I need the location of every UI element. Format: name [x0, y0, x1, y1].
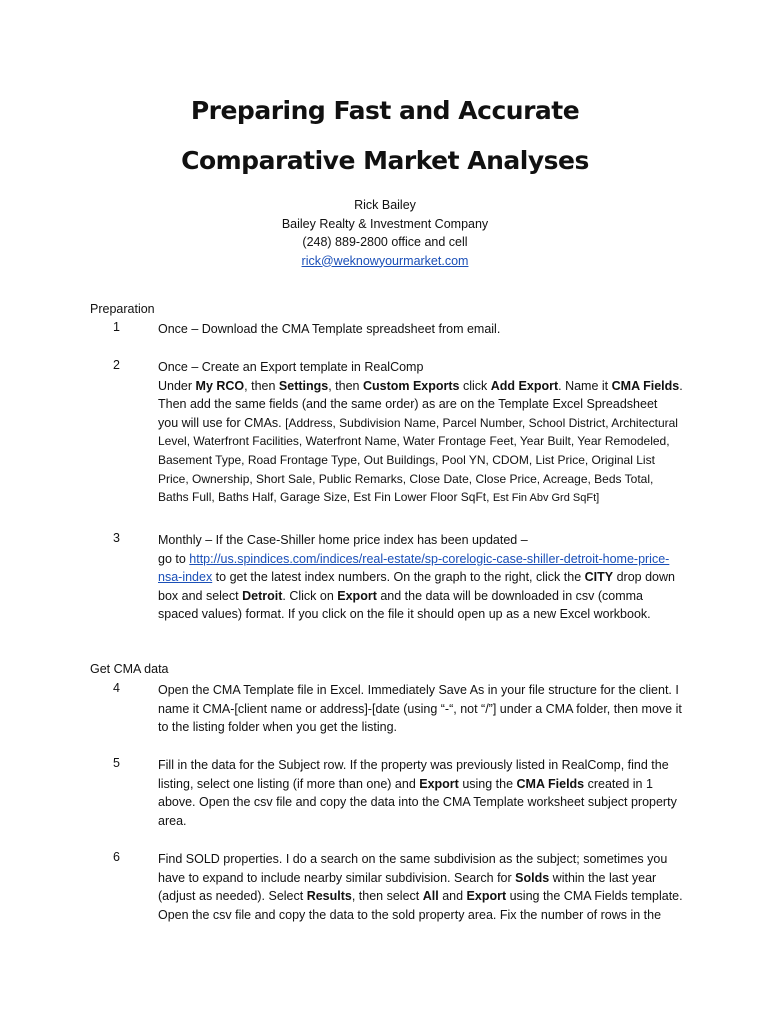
step-text-1: Once – Download the CMA Template spreadsheet from email. [158, 322, 501, 336]
title-line-1: Preparing Fast and Accurate [190, 96, 580, 125]
step-2-fields: you will use for CMAs. [Address, Subdivision Name, Parcel Number, School District, Architectural Level, Waterfront Facilities, Waterfront Name, Water Frontage Feet, Year Built, Year Remodeled, Basement Type, Road Frontage Type, Out Buildings, Pool YN, CDOM, List Price, Original List Price, Ownership, Short Sale, Public Remarks, Close Date, Close Price, Acreage, Beds Total, Baths Full, Baths Half, Garage Size, Est Fin Lower Floor SqFt, Est Fin Abv Grd SqFt] [158, 415, 678, 505]
author-name: Rick Bailey [354, 198, 416, 212]
step-text-6: Find SOLD properties. I do a search on the same subdivision as the subject; sometimes you have to expand to include nearby similar subdivision. Search for Solds within the last year (adjust as needed). Select Results, then select All and Export using the CMA Fields template. Open the csv file and copy the data to the sold property area. Fix the number of rows in the [158, 852, 683, 922]
step-number-1: 1 [113, 320, 120, 334]
step-2-line-3: Then add the same fields (and the same order) as are on the Template Excel Spreadsheet [158, 397, 658, 412]
section-heading-get-cma-data: Get CMA data [90, 662, 169, 676]
step-number-4: 4 [113, 681, 120, 695]
field-list-end: Est Fin Abv Grd SqFt] [492, 492, 600, 505]
step-3-line-1: Monthly – If the Case-Shiller home price index has been updated – [158, 533, 528, 547]
step-number-2: 2 [113, 358, 120, 372]
step-text-5: Fill in the data for the Subject row. If the property was previously listed in RealComp, find the listing, select one listing (if more than one) and Export using the CMA Fields created in 1 above. Open the csv file and copy the data into the CMA Template worksheet subject property area. [158, 758, 677, 828]
section-heading-preparation: Preparation [90, 302, 155, 316]
step-number-3: 3 [113, 531, 120, 545]
step-text-3 [158, 531, 683, 624]
email-link[interactable]: rick@weknowyourmarket.com [301, 253, 469, 268]
step-text-4: Open the CMA Template file in Excel. Immediately Save As in your file structure for the client. I name it CMA-[client name or address]-[date (using “-“, not “/”] under a CMA folder, then move it to the listing folder when you get the listing. [158, 683, 682, 735]
step-2-line-2: Under My RCO, then Settings, then Custom Exports click Add Export. Name it CMA Fields. [158, 378, 683, 393]
step-number-6: 6 [113, 850, 120, 864]
step-3-body: go to http://us.spindices.com/indices/real-estate/sp-corelogic-case-shiller-detroit-home-price-nsa-index to get the latest index numbers. On the graph to the right, click the CITY drop down box and select Detroit. Click on Export and the data will be downloaded in csv (comma spaced values) format. If you click on the file it should open up as a new Excel workbook. [158, 551, 675, 622]
phone-number: (248) 889-2800 office and cell [302, 235, 468, 249]
author-block [0, 196, 770, 270]
title-line-2: Comparative Market Analyses [181, 146, 589, 175]
step-text-2 [158, 358, 683, 507]
step-number-5: 5 [113, 756, 120, 770]
field-list: [Address, Subdivision Name, Parcel Number, School District, Architectural Level, Waterfront Facilities, Waterfront Name, Water Frontage Feet, Year Built, Year Remodeled, Basement Type, Road Frontage Type, Out Buildings, Pool YN, CDOM, List Price, Original List Price, Ownership, Short Sale, Public Remarks, Close Date, Close Price, Acreage, Beds Total, Baths Full, Baths Half, Garage Size, Est Fin Lower Floor SqFt, [158, 415, 678, 505]
case-shiller-link[interactable]: http://us.spindices.com/indices/real-estate/sp-corelogic-case-shiller-detroit-home-price-nsa-index [158, 551, 670, 585]
company-name: Bailey Realty & Investment Company [281, 216, 489, 231]
step-2-line-1: Once – Create an Export template in RealComp [158, 360, 424, 374]
